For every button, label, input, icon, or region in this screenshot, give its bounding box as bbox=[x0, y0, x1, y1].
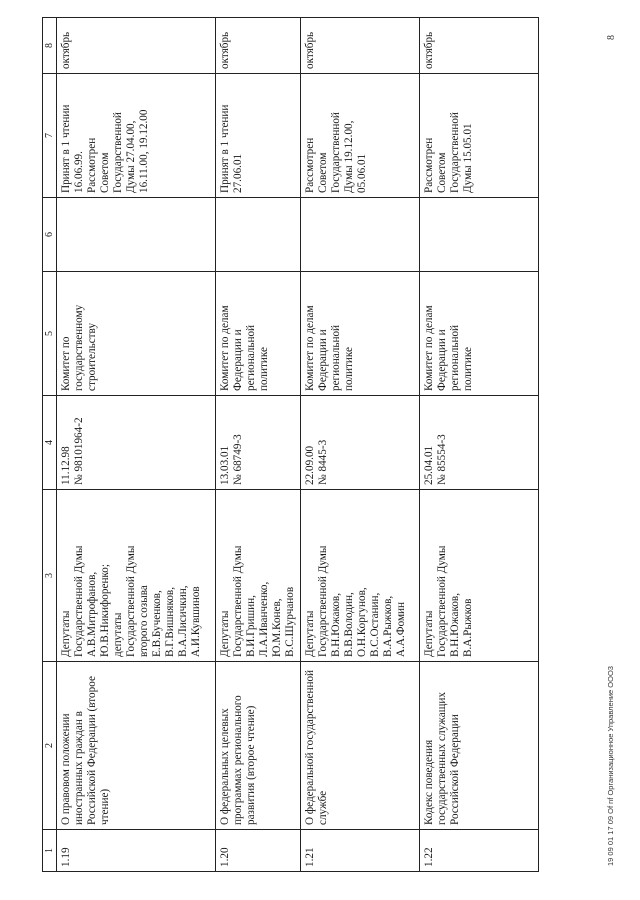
bill-title: О федеральной государственной службе bbox=[301, 662, 420, 830]
row-number: 1.22 bbox=[420, 830, 539, 872]
bill-status: Принят в 1 чтении 27.06.01 bbox=[216, 74, 301, 198]
bill-status: Принят в 1 чтении 16.06.99. Рассмотрен Советом Государственной Думы 27.04.00, 16.11.00, 19.12.00 bbox=[57, 74, 216, 198]
bill-authors: Депутаты Государственной Думы А.В.Митрофанов, Ю.В.Никифоренко; депутаты Государственной Думы второго созыва Е.В.Бученков, В.Г.Вишняков, В.А.Лисичкин, А.И.Кувшинов bbox=[57, 490, 216, 662]
bill-status: Рассмотрен Советом Государственной Думы 19.12.00, 05.06.01 bbox=[301, 74, 420, 198]
column-header: 7 bbox=[43, 74, 57, 198]
column-6-cell bbox=[420, 198, 539, 272]
page-number: 8 bbox=[606, 35, 617, 40]
bill-authors: Депутаты Государственной Думы В.Н.Южаков, В.В.Володин, О.Н.Коргунов, В.С.Останин, В.А.Рыжков, А.А.Фомин bbox=[301, 490, 420, 662]
bill-title: О федеральных целевых программах регионального развития (второе чтение) bbox=[216, 662, 301, 830]
bill-date-number: 22.09.00 № 8445-3 bbox=[301, 396, 420, 490]
column-6-cell bbox=[216, 198, 301, 272]
responsible-committee: Комитет по государственному строительству bbox=[57, 272, 216, 396]
column-6-cell bbox=[57, 198, 216, 272]
scheduled-month: октябрь bbox=[216, 18, 301, 74]
scheduled-month: октябрь bbox=[301, 18, 420, 74]
scheduled-month: октябрь bbox=[57, 18, 216, 74]
bill-title: Кодекс поведения государственных служащих Российской Федерации bbox=[420, 662, 539, 830]
column-header: 6 bbox=[43, 198, 57, 272]
bill-authors: Депутаты Государственной Думы В.И.Гришин, Л.А.Иванченко, Ю.М.Конев, В.С.Шурчанов bbox=[216, 490, 301, 662]
row-number: 1.21 bbox=[301, 830, 420, 872]
column-header: 2 bbox=[43, 662, 57, 830]
table-row bbox=[420, 18, 539, 872]
scheduled-month: октябрь bbox=[420, 18, 539, 74]
table-row bbox=[57, 18, 216, 872]
fax-footer: 19 09 01 17 09 Of nf Организационное Управление ООО3 bbox=[606, 666, 615, 866]
column-6-cell bbox=[301, 198, 420, 272]
column-header: 8 bbox=[43, 18, 57, 74]
responsible-committee: Комитет по делам Федерации и региональной политике bbox=[301, 272, 420, 396]
bill-authors: Депутаты Государственной Думы В.Н.Южаков, В.А.Рыжков bbox=[420, 490, 539, 662]
row-number: 1.19 bbox=[57, 830, 216, 872]
bills-table bbox=[42, 17, 539, 872]
table-row bbox=[301, 18, 420, 872]
column-header: 5 bbox=[43, 272, 57, 396]
bill-date-number: 11.12.98 № 98101964-2 bbox=[57, 396, 216, 490]
column-header: 3 bbox=[43, 490, 57, 662]
bill-date-number: 25.04.01 № 85554-3 bbox=[420, 396, 539, 490]
column-header: 1 bbox=[43, 830, 57, 872]
column-header: 4 bbox=[43, 396, 57, 490]
responsible-committee: Комитет по делам Федерации и региональной политике bbox=[216, 272, 301, 396]
bill-status: Рассмотрен Советом Государственной Думы 15.05.01 bbox=[420, 74, 539, 198]
bill-date-number: 13.03.01 № 68749-3 bbox=[216, 396, 301, 490]
bill-title: О правовом положении иностранных граждан в Российской Федерации (второе чтение) bbox=[57, 662, 216, 830]
table-row bbox=[216, 18, 301, 872]
table-header-row bbox=[43, 18, 57, 872]
responsible-committee: Комитет по делам Федерации и региональной политике bbox=[420, 272, 539, 396]
row-number: 1.20 bbox=[216, 830, 301, 872]
